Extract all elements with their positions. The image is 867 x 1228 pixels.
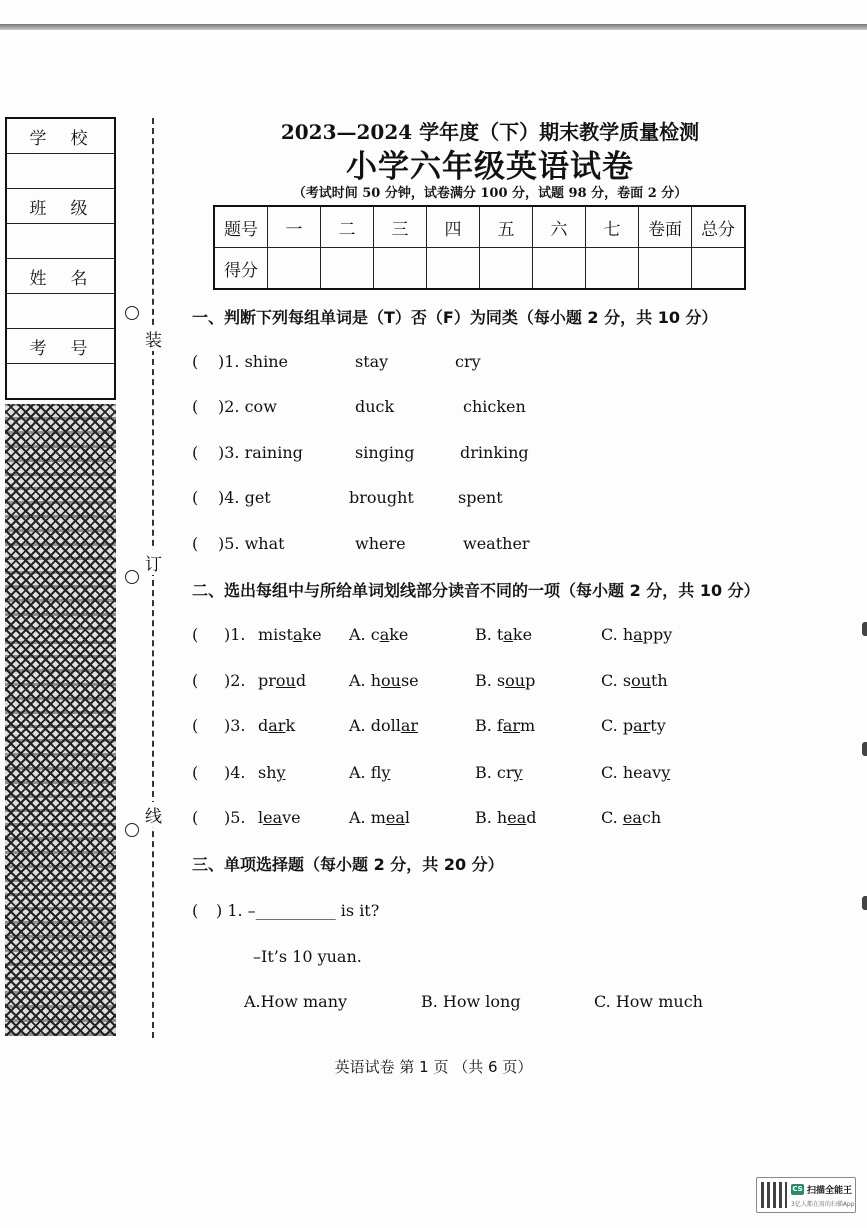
answer-paren[interactable]: ( — [192, 808, 199, 827]
s2-q4-word: shy — [258, 763, 286, 782]
s1-q1-word1: )1. shine — [218, 352, 288, 371]
s2-q1-option-c: C. happy — [601, 625, 673, 644]
s2-q2-option-a: A. house — [349, 671, 419, 690]
s1-q3-word2: singing — [355, 443, 415, 462]
s1-q5-word3: weather — [463, 534, 530, 553]
scan-edge-mark — [862, 622, 867, 636]
security-pattern — [5, 404, 116, 1036]
page-footer: 英语试卷 第 1 页 （共 6 页） — [334, 1058, 533, 1076]
score-cell: 七 — [586, 206, 639, 248]
answer-paren[interactable]: ( — [192, 443, 199, 462]
s2-q2-number: )2. — [224, 671, 246, 690]
s2-q4-option-a: A. fly — [349, 763, 391, 782]
s2-q5-option-a: A. meal — [349, 808, 411, 827]
s1-q3-word3: drinking — [460, 443, 529, 462]
s1-q1-word3: cry — [455, 352, 481, 371]
score-cell: 四 — [427, 206, 480, 248]
score-table — [213, 205, 746, 290]
s3-q1-option-c: C. How much — [594, 992, 703, 1011]
s2-q1-option-b: B. take — [475, 625, 533, 644]
s2-q2-word: proud — [258, 671, 307, 690]
binding-line — [152, 118, 154, 1038]
school-field[interactable] — [7, 154, 114, 189]
exam-title: 小学六年级英语试卷 — [346, 149, 634, 185]
answer-paren[interactable]: ( — [192, 901, 199, 920]
s1-q4-word3: spent — [458, 488, 503, 507]
answer-paren[interactable]: ( — [192, 488, 199, 507]
binding-hole-2 — [125, 570, 139, 584]
s3-q1-blank[interactable]: __________ — [255, 901, 336, 920]
section2-heading: 二、选出每组中与所给单词划线部分读音不同的一项（每小题 2 分，共 10 分） — [192, 581, 760, 600]
exam-note: （考试时间 50 分钟，试卷满分 100 分，试题 98 分，卷面 2 分） — [292, 186, 688, 201]
score-cell: 五 — [480, 206, 533, 248]
score-cell: 二 — [321, 206, 374, 248]
section3-heading: 三、单项选择题（每小题 2 分，共 20 分） — [192, 855, 504, 874]
s1-q3-word1: )3. raining — [218, 443, 303, 462]
answer-paren[interactable]: ( — [192, 763, 199, 782]
scan-edge-mark — [862, 742, 867, 756]
s1-q4-word1: )4. get — [218, 488, 271, 507]
binding-char-zhuang: 装 — [145, 326, 162, 351]
binding-hole-1 — [125, 306, 139, 320]
binding-char-xian: 线 — [145, 802, 162, 827]
exam-number-field[interactable] — [7, 364, 114, 399]
s2-q3-option-b: B. farm — [475, 716, 536, 735]
score-input-cell[interactable] — [480, 248, 533, 290]
s2-q4-option-c: C. heavy — [601, 763, 671, 782]
class-field[interactable] — [7, 224, 114, 259]
name-field[interactable] — [7, 294, 114, 329]
s2-q1-option-a: A. cake — [349, 625, 409, 644]
s2-q2-option-c: C. south — [601, 671, 668, 690]
s1-q2-word1: )2. cow — [218, 397, 277, 416]
s2-q1-word: mistake — [258, 625, 322, 644]
score-table-header-row — [214, 206, 745, 248]
s2-q3-option-a: A. dollar — [349, 716, 419, 735]
exam-period-title: 2023—2024 学年度（下）期末教学质量检测 — [280, 120, 700, 144]
s1-q2-word2: duck — [355, 397, 395, 416]
answer-paren[interactable]: ( — [192, 534, 199, 553]
s1-q4-word2: brought — [349, 488, 414, 507]
s2-q5-option-c: C. each — [601, 808, 662, 827]
s2-q3-word: dark — [258, 716, 296, 735]
s2-q5-word: leave — [258, 808, 301, 827]
s3-q1-stem: ) 1. –__________ is it? — [216, 901, 380, 920]
scanner-watermark — [756, 1177, 856, 1213]
answer-paren[interactable]: ( — [192, 625, 199, 644]
answer-paren[interactable]: ( — [192, 671, 199, 690]
score-input-cell[interactable] — [321, 248, 374, 290]
score-input-cell[interactable] — [268, 248, 321, 290]
score-cell: 卷面 — [639, 206, 692, 248]
s2-q3-option-c: C. party — [601, 716, 666, 735]
binding-hole-3 — [125, 823, 139, 837]
name-label: 姓名 — [7, 259, 114, 294]
s2-q3-number: )3. — [224, 716, 246, 735]
class-label: 班级 — [7, 189, 114, 224]
s1-q1-word2: stay — [355, 352, 389, 371]
watermark-tagline: 3亿人都在用的扫描App — [791, 1201, 855, 1208]
camscanner-logo-icon: CS — [792, 1185, 803, 1193]
score-input-cell[interactable] — [639, 248, 692, 290]
s2-q4-option-b: B. cry — [475, 763, 523, 782]
answer-paren[interactable]: ( — [192, 352, 199, 371]
score-cell: 三 — [374, 206, 427, 248]
score-cell: 六 — [533, 206, 586, 248]
score-table-score-row — [214, 248, 745, 290]
score-row-label: 得分 — [214, 248, 268, 290]
s2-q4-number: )4. — [224, 763, 246, 782]
s3-q1-answer: –It’s 10 yuan. — [253, 947, 362, 966]
student-info-box — [5, 117, 116, 400]
s3-q1-option-a: A.How many — [244, 992, 348, 1011]
scan-edge-mark — [862, 896, 867, 910]
section1-heading: 一、判断下列每组单词是（T）否（F）为同类（每小题 2 分，共 10 分） — [192, 308, 718, 327]
binding-char-ding: 订 — [145, 550, 162, 575]
s3-q1-option-b: B. How long — [421, 992, 521, 1011]
score-input-cell[interactable] — [533, 248, 586, 290]
s2-q5-number: )5. — [224, 808, 246, 827]
score-cell: 一 — [268, 206, 321, 248]
s1-q5-word2: where — [355, 534, 406, 553]
answer-paren[interactable]: ( — [192, 397, 199, 416]
score-input-cell[interactable] — [374, 248, 427, 290]
qr-code-icon — [761, 1182, 787, 1208]
scan-top-edge — [0, 24, 867, 30]
score-cell: 题号 — [214, 206, 268, 248]
watermark-app-name: 扫描全能王 — [807, 1186, 853, 1196]
score-input-cell[interactable] — [692, 248, 746, 290]
exam-number-label: 考号 — [7, 329, 114, 364]
s2-q2-option-b: B. soup — [475, 671, 536, 690]
score-input-cell[interactable] — [586, 248, 639, 290]
s2-q5-option-b: B. head — [475, 808, 537, 827]
answer-paren[interactable]: ( — [192, 716, 199, 735]
school-label: 学校 — [7, 119, 114, 154]
score-cell: 总分 — [692, 206, 746, 248]
s2-q1-number: )1. — [224, 625, 246, 644]
s1-q2-word3: chicken — [463, 397, 526, 416]
s1-q5-word1: )5. what — [218, 534, 285, 553]
score-input-cell[interactable] — [427, 248, 480, 290]
